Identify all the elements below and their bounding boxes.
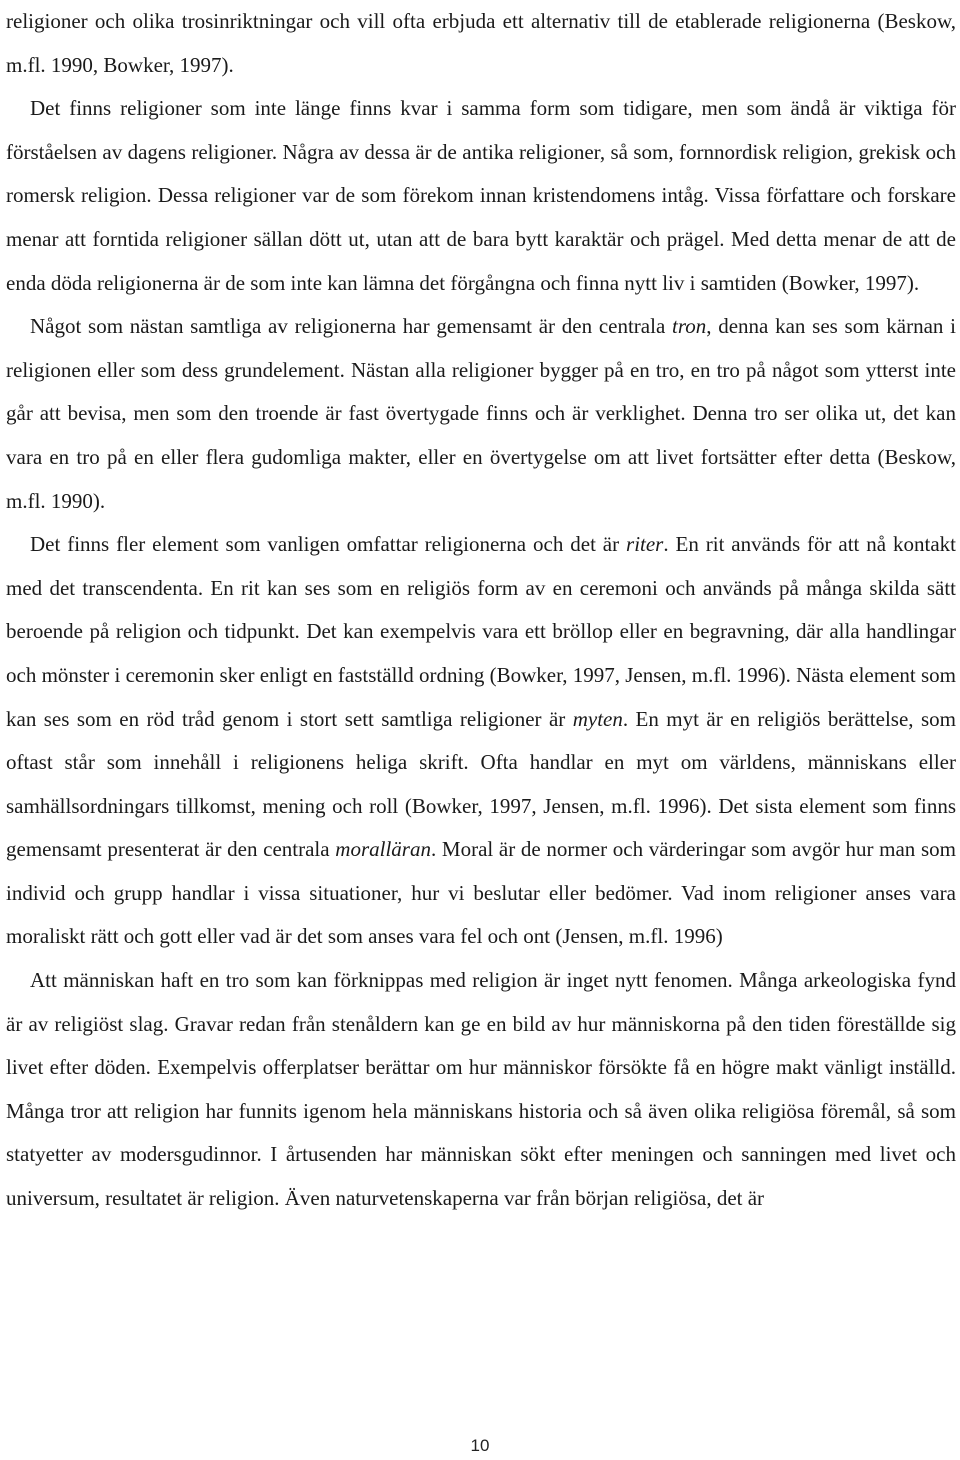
text-run: Något som nästan samtliga av religionerna har gemensamt är den centrala (30, 314, 673, 339)
paragraph (6, 305, 956, 523)
paragraph (6, 0, 956, 87)
italic-term: riter (626, 532, 664, 557)
italic-term: tron (672, 314, 707, 339)
paragraph (6, 959, 956, 1221)
italic-term: moralläran (335, 837, 431, 862)
text-run: Att människan haft en tro som kan förknippas med religion är inget nytt fenomen. Många arkeologiska fynd är av religiöst slag. Gravar redan från stenåldern kan ge en bild av hur människorna på den tiden föreställde sig livet efter döden. Exempelvis offerplatser berättar om hur människor försökte få en högre makt vänligt inställd. Många tror att religion har funnits igenom hela människans historia och så även olika religiösa föremål, så som statyetter av modersgudinnor. I årtusenden har människan sökt efter meningen och sanningen med livet och universum, resultatet är religion. Även naturvetenskaperna var från början religiösa, det är (6, 968, 956, 1211)
italic-term: myten (572, 706, 623, 731)
text-run: , denna kan ses som kärnan i religionen eller som dess grundelement. Nästan alla religioner bygger på en tro, en tro på något som ytterst inte går att bevisa, men som den troende är fast övertygade finns och är verklighet. Denna tro ser olika ut, det kan vara en tro på en eller flera gudomliga makter, eller en övertygelse om att livet fortsätter efter detta (Beskow, m.fl. 1990). (6, 314, 957, 513)
paragraph (6, 523, 956, 959)
text-run: religioner och olika trosinriktningar och vill ofta erbjuda ett alternativ till de etablerade religionerna (Beskow, m.fl. 1990, Bowker, 1997). (6, 9, 956, 77)
text-run: . En rit används för att nå kontakt med det transcendenta. En rit kan ses som en religiös form av en ceremoni och används på många skilda sätt beroende på religion och tidpunkt. Det kan exempelvis vara ett bröllop eller en begravning, där alla handlingar och mönster i ceremonin sker enligt en fastställd ordning (Bowker, 1997, Jensen, m.fl. 1996). Nästa element som kan ses som en röd tråd genom i stort sett samtliga religioner är (6, 532, 956, 731)
text-run: Det finns religioner som inte länge finns kvar i samma form som tidigare, men som ändå är viktiga för förståelsen av dagens religioner. Några av dessa är de antika religioner, så som, fornnordisk religion, grekisk och romersk religion. Dessa religioner var de som förekom innan kristendomens intåg. Vissa författare och forskare menar att forntida religioner sällan dött ut, utan att de bara bytt karaktär och prägel. Med detta menar de att de enda döda religionerna är de som inte kan lämna det förgångna och finna nytt liv i samtiden (Bowker, 1997). (6, 96, 956, 295)
text-run: . Moral är de normer och värderingar som avgör hur man som individ och grupp handlar i vissa situationer, hur vi beslutar eller bedömer. Vad inom religioner anses vara moraliskt rätt och gott eller vad är det som anses vara fel och ont (Jensen, m.fl. 1996) (6, 837, 956, 949)
page-number: 10 (470, 1436, 490, 1455)
text-run: . En myt är en religiös berättelse, som oftast står som innehåll i religionens heliga skrift. Ofta handlar en myt om världens, människans eller samhällsordningars tillkomst, mening och roll (Bowker, 1997, Jensen, m.fl. 1996). Det sista element som finns gemensamt presenterat är den centrala (6, 706, 956, 862)
text-run: Det finns fler element som vanligen omfattar religionerna och det är (30, 532, 627, 557)
paragraph (6, 87, 956, 305)
body-text (6, 0, 956, 1221)
